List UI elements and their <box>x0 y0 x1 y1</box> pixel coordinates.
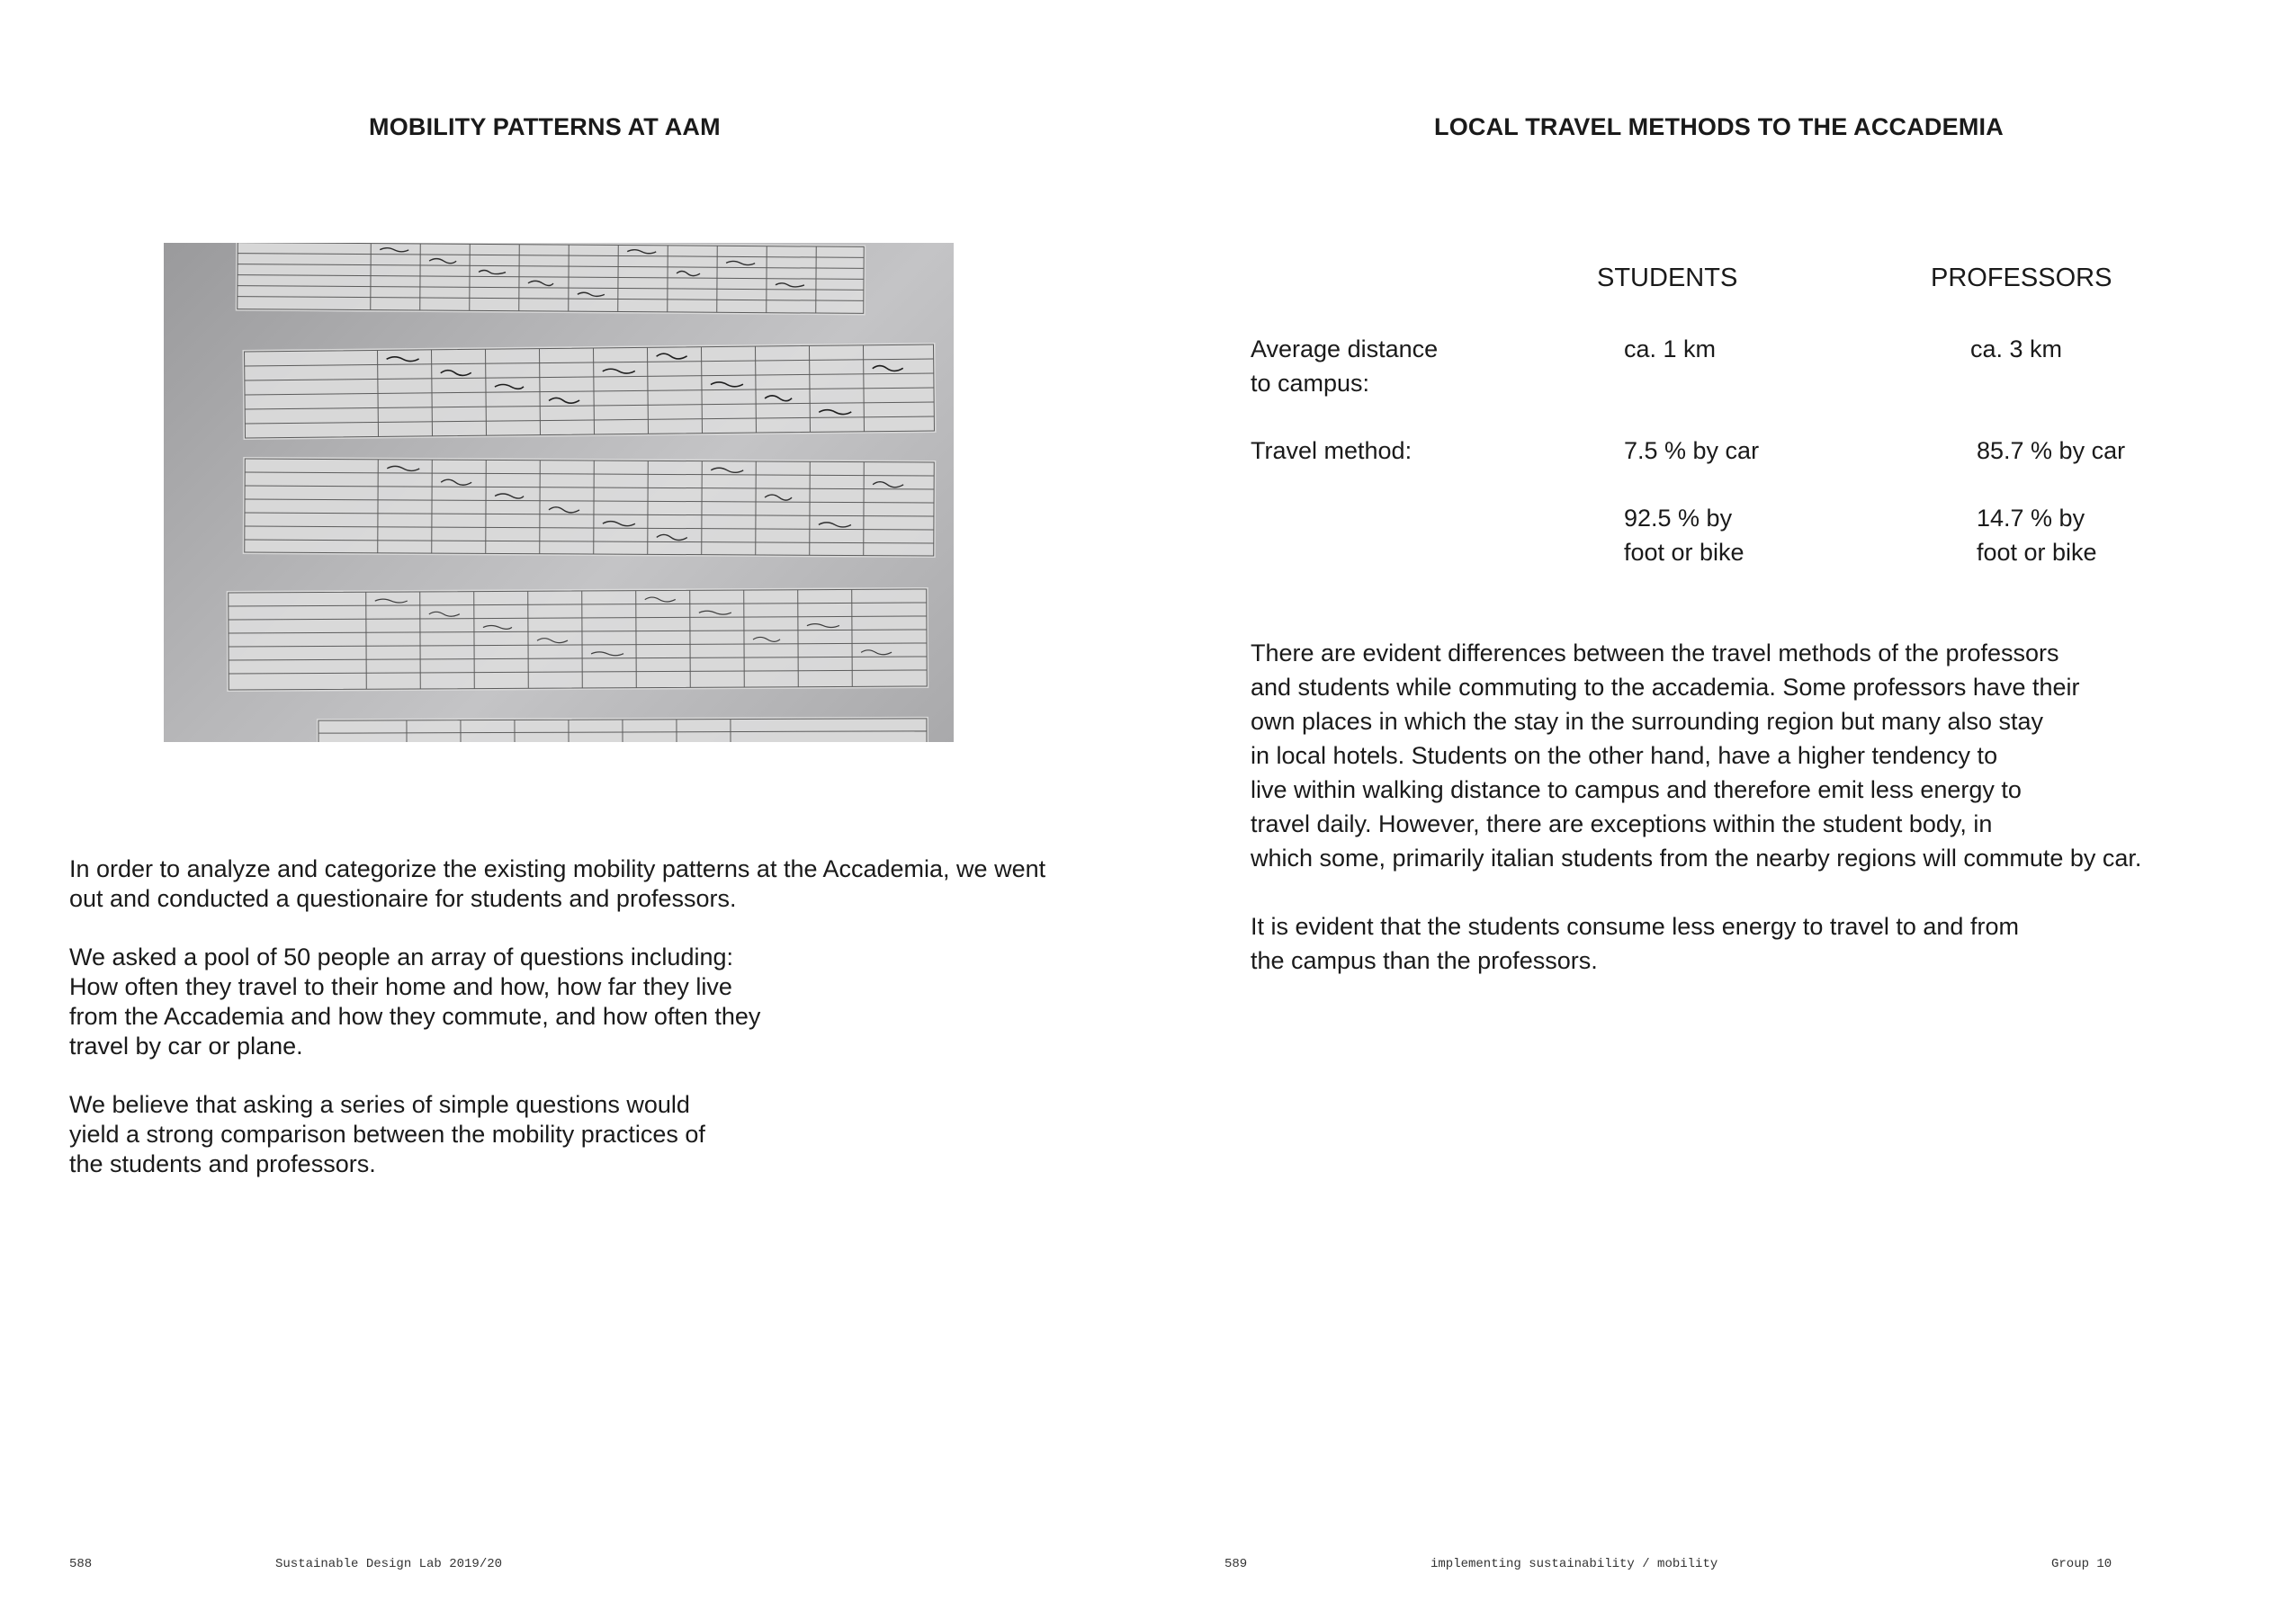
text-line: to campus: <box>1251 370 1370 397</box>
text-line: It is evident that the students consume less energy to travel to and from <box>1251 913 2019 940</box>
column-header-students: STUDENTS <box>1597 264 1738 292</box>
paragraph-conclusion <box>1251 909 2141 978</box>
column-header-professors: PROFESSORS <box>1931 264 2112 292</box>
footer-group: Group 10 <box>2051 1557 2112 1571</box>
text-line: own places in which the stay in the surrounding region but many also stay <box>1251 708 2043 735</box>
survey-sheet-5 <box>317 717 928 742</box>
page-number-right: 589 <box>1224 1557 1248 1571</box>
text-line: travel daily. However, there are exceptions within the student body, in <box>1251 810 1993 837</box>
footer-course-name: Sustainable Design Lab 2019/20 <box>275 1557 503 1571</box>
paragraph-questions <box>69 943 1045 1061</box>
survey-sheet-2 <box>242 343 936 440</box>
text-line: from the Accademia and how they commute, and how often they <box>69 1003 761 1030</box>
paragraph-questionnaire <box>69 854 1045 914</box>
car-students-value: 7.5 % by car <box>1624 437 1760 464</box>
text-line: foot or bike <box>1624 539 1744 566</box>
text-line: which some, primarily italian students from the nearby regions will commute by car. <box>1251 845 2142 872</box>
text-line: live within walking distance to campus and therefore emit less energy to <box>1251 776 2022 803</box>
right-body-text <box>1251 636 2141 978</box>
survey-grid-3 <box>243 457 937 558</box>
row-label-distance <box>1251 332 1438 400</box>
page-title-right: LOCAL TRAVEL METHODS TO THE ACCADEMIA <box>1434 113 2004 140</box>
distance-professors-value: ca. 3 km <box>1970 335 2063 362</box>
page-title-left: MOBILITY PATTERNS AT AAM <box>369 113 721 140</box>
text-line: and students while commuting to the accademia. Some professors have their <box>1251 674 2080 701</box>
survey-sheet-4 <box>227 587 929 692</box>
paragraph-belief <box>69 1090 1045 1179</box>
row-label-travel-method: Travel method: <box>1251 437 1413 464</box>
survey-grid-5 <box>317 717 928 742</box>
text-line: the students and professors. <box>69 1150 376 1177</box>
survey-sheet-1 <box>236 243 866 315</box>
text-line: There are evident differences between the travel methods of the professors <box>1251 640 2059 666</box>
text-line: 14.7 % by <box>1977 505 2085 532</box>
text-line: yield a strong comparison between the mobility practices of <box>69 1121 705 1148</box>
survey-grid-1 <box>236 243 866 315</box>
text-line: out and conducted a questionaire for students and professors. <box>69 885 737 912</box>
distance-students-value: ca. 1 km <box>1624 335 1717 362</box>
left-body-text <box>69 854 1045 1179</box>
survey-sheets-photo <box>164 243 954 742</box>
survey-grid-4 <box>227 587 929 692</box>
foot-bike-students-value <box>1624 501 1744 569</box>
text-line: Average distance <box>1251 335 1439 362</box>
survey-grid-2 <box>242 343 936 440</box>
foot-bike-professors-value <box>1977 501 2097 569</box>
car-professors-value: 85.7 % by car <box>1977 437 2126 464</box>
text-line: In order to analyze and categorize the existing mobility patterns at the Accademia, we went <box>69 855 1046 882</box>
text-line: in local hotels. Students on the other hand, have a higher tendency to <box>1251 742 1998 769</box>
page-number-left: 588 <box>69 1557 93 1571</box>
text-line: We asked a pool of 50 people an array of questions including: <box>69 944 733 970</box>
text-line: travel by car or plane. <box>69 1033 303 1060</box>
footer-topic: implementing sustainability / mobility <box>1431 1557 1718 1571</box>
text-line: 92.5 % by <box>1624 505 1733 532</box>
text-line: the campus than the professors. <box>1251 947 1598 974</box>
text-line: We believe that asking a series of simple questions would <box>69 1091 690 1118</box>
text-line: How often they travel to their home and how, how far they live <box>69 973 732 1000</box>
paragraph-differences <box>1251 636 2141 875</box>
text-line: foot or bike <box>1977 539 2097 566</box>
survey-sheet-3 <box>243 457 937 558</box>
